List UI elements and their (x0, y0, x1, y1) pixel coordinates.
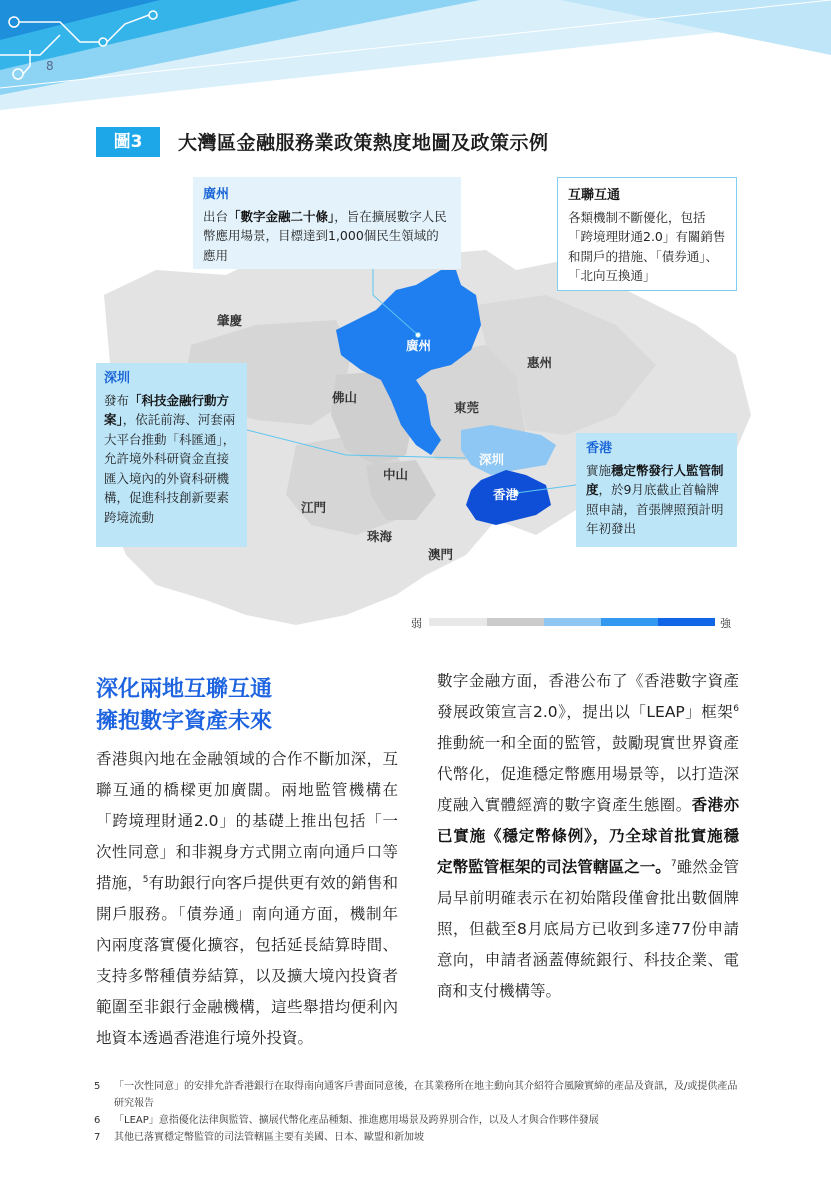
callout-shenzhen-text-pre: 發布 (104, 392, 130, 408)
legend-swatch-5 (658, 618, 715, 626)
footnote-item (94, 1129, 744, 1146)
figure-title: 大灣區金融服務業政策熱度地圖及政策示例 (178, 132, 549, 154)
body-paragraph-left (96, 744, 398, 1054)
section-heading-line2: 擁抱數字資產未來 (96, 709, 273, 734)
header-decoration (0, 0, 831, 110)
callout-hongkong-heading: 香港 (586, 441, 613, 456)
footnote-ref-5[interactable]: 5 (142, 875, 149, 885)
legend-swatch-3 (544, 618, 601, 626)
city-label-macau: 澳門 (428, 547, 454, 562)
legend-weak: 弱 (411, 617, 422, 630)
footnote-item (94, 1078, 744, 1112)
callout-guangzhou-heading: 廣州 (203, 187, 230, 202)
footnote-number: 6 (94, 1115, 101, 1126)
city-label-zhuhai: 珠海 (367, 529, 393, 544)
callout-guangzhou (193, 177, 461, 269)
legend-swatch-1 (429, 618, 487, 626)
callout-hongkong (576, 433, 737, 547)
city-label-hongkong: 香港 (493, 487, 519, 502)
right-text-bold: 香港亦已實施《穩定幣條例》，乃全球首批實施穩定幣監管框架的司法管轄區之一。 (437, 796, 739, 876)
legend-strong: 強 (720, 617, 731, 630)
footnote-text: 「LEAP」意指優化法律與監管、擴展代幣化產品種類、推進應用場景及跨界別合作，以及人才與合作夥伴發展 (114, 1115, 599, 1126)
right-text-3: 雖然金管局早前明確表示在初始階段僅會批出數個牌照，但截至8月底局方已收到多達77份申請意向，申請者涵蓋傳統銀行、科技企業、電商和支付機構等。 (437, 858, 739, 1000)
callout-hongkong-text-pre: 實施 (586, 462, 612, 478)
city-label-foshan: 佛山 (332, 390, 358, 405)
city-label-zhaoqing: 肇慶 (217, 313, 243, 328)
page-number: 8 (46, 59, 54, 73)
callout-shenzhen-heading: 深圳 (104, 371, 131, 386)
footnote-number: 7 (94, 1132, 101, 1143)
legend-swatch-4 (601, 618, 658, 626)
callout-guangzhou-text-post: ，旨在擴展數字人民幣應用場景，目標達到1,000個民生領域的應用 (203, 208, 447, 263)
footnote-ref-7[interactable]: 7 (670, 859, 677, 869)
callout-hongkong-bold: 穩定幣發行人監管制度 (586, 462, 724, 497)
callout-guangzhou-bold: 「數字金融二十條」 (228, 208, 335, 224)
footnote-item (94, 1112, 744, 1129)
callout-guangzhou-text-pre: 出台 (203, 208, 229, 224)
left-text-1: 香港與內地在金融領域的合作不斷加深，互聯互通的橋樑更加廣闊。兩地監管機構在「跨境理財通2.0」的基礎上推出包括「一次性同意」和非親身方式開立南向通戶口等措施， (96, 750, 398, 892)
footnote-text: 「一次性同意」的安排允許香港銀行在取得南向通客戶書面同意後，在其業務所在地主動向其介紹符合風險實締的產品及資訊，及/或提供產品研究報告 (114, 1081, 738, 1109)
footnote-number: 5 (94, 1081, 101, 1092)
city-label-huizhou: 惠州 (527, 355, 553, 370)
callout-shenzhen-text-post: ，依託前海、河套兩大平台推動「科匯通」，允許境外科研資金直接匯入境內的外資科研機構，促進科技創新要素跨境流動 (104, 412, 236, 525)
figure-tag: 圖3 (96, 127, 160, 157)
city-label-guangzhou: 廣州 (406, 338, 432, 353)
callout-connectivity-heading: 互聯互通 (568, 188, 621, 203)
right-text-1: 數字金融方面，香港公布了《香港數字資產發展政策宣言2.0》，提出以「LEAP」框架 (437, 672, 739, 721)
section-heading (96, 674, 272, 738)
city-label-shenzhen: 深圳 (479, 452, 505, 467)
callout-hongkong-text-post: ，於9月底截止首輪牌照申請，首張牌照預計明年初發出 (586, 482, 724, 536)
right-text-2: 推動統一和全面的監管，鼓勵現實世界資產代幣化，促進穩定幣應用場景等，以打造深度融入實體經濟的數字資產生態圈。 (437, 734, 739, 814)
section-heading-line1: 深化兩地互聯互通 (96, 677, 273, 702)
callout-connectivity-text: 各類機制不斷優化，包括「跨境理財通2.0」有關銷售和開戶的措施、「債券通」、「北向互換通」 (568, 209, 726, 283)
callout-shenzhen-bold: 「科技金融行動方案」 (104, 392, 230, 427)
footnote-ref-6[interactable]: 6 (733, 704, 739, 714)
legend-swatch-2 (487, 618, 544, 626)
left-text-2: 有助銀行向客戶提供更有效的銷售和開戶服務。「債券通」南向通方面，機制年內兩度落實優化擴容，包括延長結算時間、支持多幣種債券結算，以及擴大境內投資者範圍至非銀行金融機構，這些舉措均便利內地資本透過香港進行境外投資。 (96, 874, 398, 1047)
footnote-text: 其他已落實穩定幣監管的司法管轄區主要有美國、日本、歐盟和新加坡 (114, 1132, 424, 1143)
city-label-dongguan: 東莞 (454, 400, 480, 415)
callout-shenzhen (96, 363, 247, 547)
city-label-zhongshan: 中山 (383, 467, 409, 482)
footnotes (94, 1078, 744, 1146)
callout-connectivity (557, 177, 737, 291)
body-paragraph-right (437, 666, 739, 1007)
city-label-jiangmen: 江門 (301, 500, 327, 515)
